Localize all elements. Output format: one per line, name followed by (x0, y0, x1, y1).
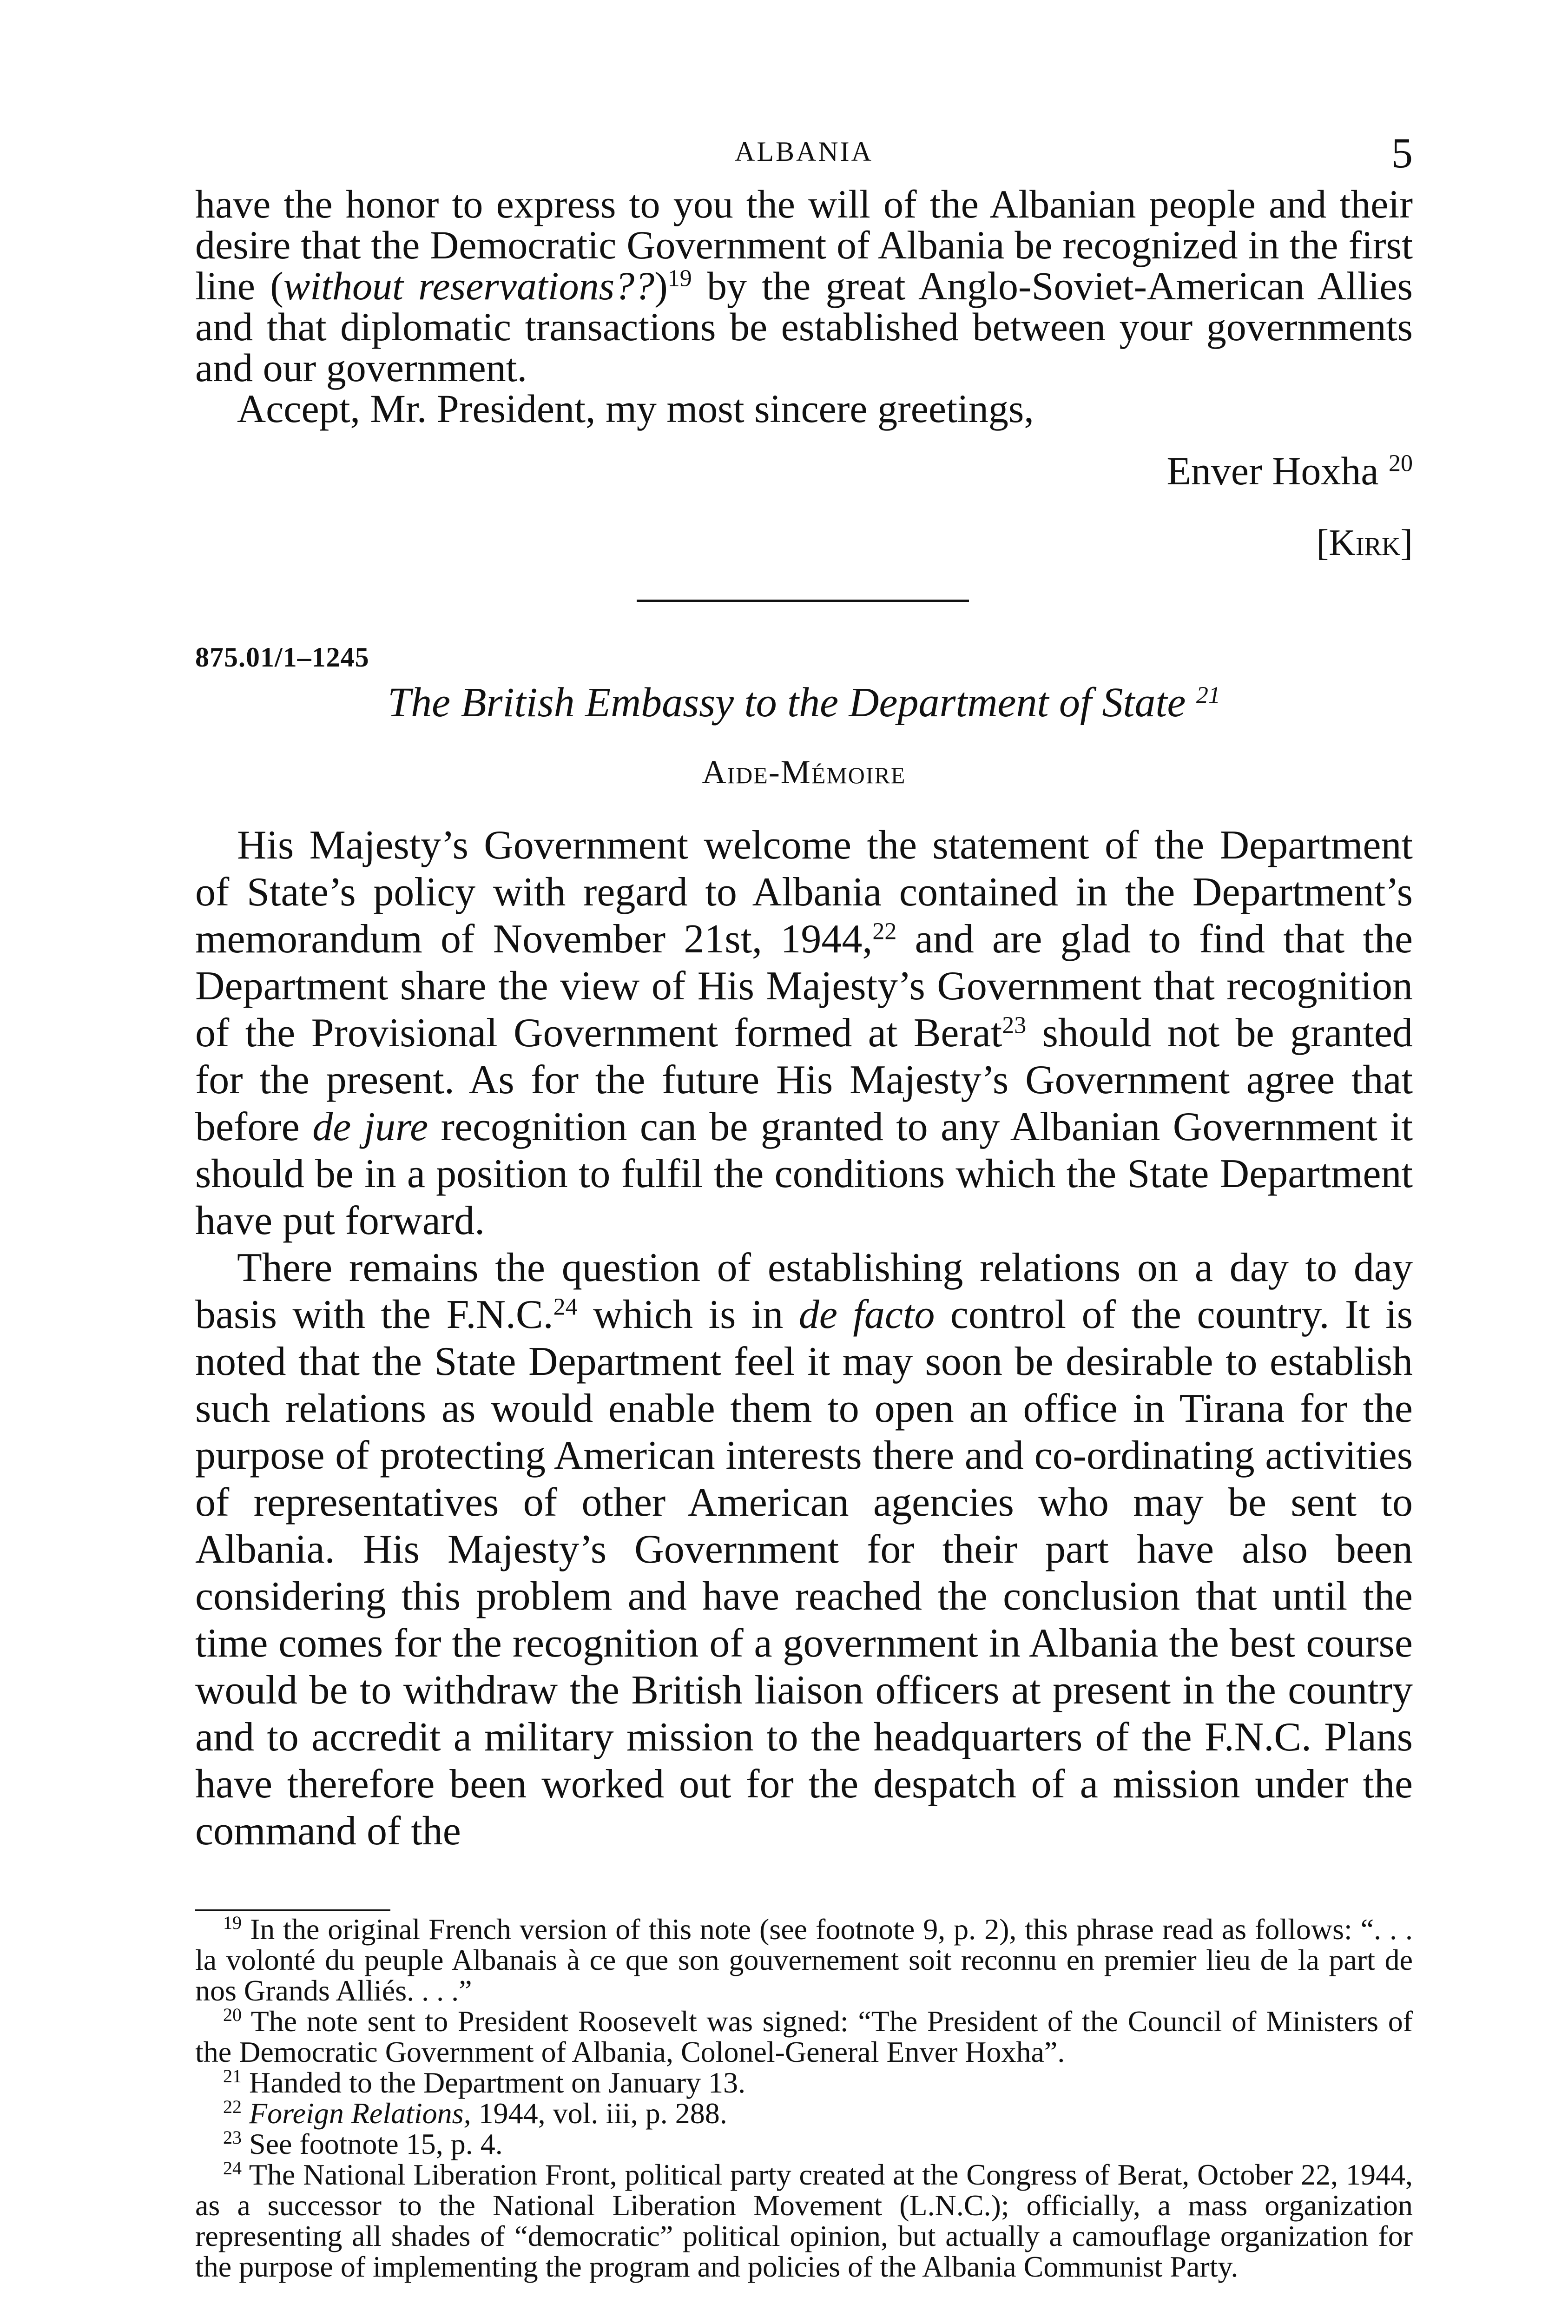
footnote-text: The National Liberation Front, political party created at the Congress of Berat, October 22, 1944, as a successor to the National Liberation Movement (L.N.C.); officially, a mass organization representing all shades of “democratic” political opinion, but actually a camouflage organization for the purpose of implementing the program and policies of the Albania Communist Party. (195, 2158, 1413, 2283)
body-paragraph (195, 1244, 1413, 1855)
footnote-number: 22 (223, 2096, 242, 2117)
footnotes (195, 1914, 1413, 2282)
attribution: [Kirk] (1316, 522, 1413, 563)
body-text: which is in (577, 1292, 799, 1337)
footnote-text: 1944, vol. iii, p. 288. (471, 2097, 727, 2130)
document-title (195, 679, 1413, 726)
letter-closing: Accept, Mr. President, my most sincere greetings, (237, 386, 1034, 431)
body-text: There remains the question of establishing relations on a day to day basis with the F.N.C. (195, 1245, 1413, 1337)
footnote-number: 20 (223, 2004, 242, 2025)
body-italic-text: de facto (798, 1292, 935, 1337)
body-italic-text: de jure (312, 1104, 428, 1149)
footnote-ref: 20 (1389, 450, 1413, 477)
document-subtitle: Aide-Mémoire (702, 753, 906, 791)
letter-paragraph (195, 184, 1413, 388)
footnote-ref: 23 (1002, 1012, 1027, 1039)
section-divider (637, 600, 969, 602)
aide-memoire-body (195, 822, 1413, 1855)
page-number: 5 (1391, 129, 1413, 177)
footnote-number: 19 (223, 1912, 242, 1933)
file-number: 875.01/1–1245 (195, 642, 369, 673)
body-paragraph (195, 822, 1413, 1244)
running-title: ALBANIA (735, 136, 873, 167)
letter-text: by the great Anglo-Soviet-American Allies and that diplomatic transactions be established between your governments and our government. (195, 264, 1413, 390)
footnote (195, 1914, 1413, 2006)
footnote (195, 2159, 1413, 2282)
signature (1166, 448, 1413, 494)
running-header (195, 129, 1413, 177)
footnote-text: The note sent to President Roosevelt was signed: “The President of the Council of Ministers of the Democratic Government of Albania, Colonel-General Enver Hoxha”. (195, 2005, 1413, 2068)
body-text: should not be granted for the present. As for the future His Majesty’s Government agree that before (195, 1010, 1413, 1149)
footnote (195, 2098, 1413, 2129)
footnote-number: 21 (223, 2066, 242, 2086)
body-text: and are glad to find that the Department share the view of His Majesty’s Government that recognition of the Provisional Government formed at Berat (195, 917, 1413, 1056)
footnote-text: Handed to the Department on January 13. (249, 2066, 746, 2099)
footnote-ref: 19 (667, 265, 692, 292)
footnote-ref: 22 (872, 918, 897, 945)
footnote-italic-text: Foreign Relations, (249, 2097, 471, 2130)
footnote-text: See footnote 15, p. 4. (249, 2127, 503, 2160)
footnote (195, 2067, 1413, 2098)
footnote-text: In the original French version of this note (see footnote 9, p. 2), this phrase read as follows: “. . . la volonté du peuple Albanais à ce que son gouvernement soit reconnu en premier lieu de la part de nos Grands Alliés. . . .” (195, 1913, 1413, 2007)
letter-italic-text: without reservations?? (283, 264, 655, 308)
signature-name: Enver Hoxha (1166, 449, 1379, 493)
letter-conclusion (195, 182, 1413, 563)
document-title-text: The British Embassy to the Department of State (388, 680, 1186, 726)
footnote-number: 24 (223, 2158, 242, 2179)
body-text: recognition can be granted to any Albanian Government it should be in a position to fulfil the conditions which the State Department have put forward. (195, 1104, 1413, 1243)
letter-text: have the honor to express to you the will of the Albanian people and their desire that the Democratic Government of Albania be recognized in the first line ( (195, 182, 1413, 308)
footnote (195, 2129, 1413, 2159)
body-text: His Majesty’s Government welcome the statement of the Department of State’s policy with regard to Albania contained in the Department’s memorandum of November 21st, 1944, (195, 823, 1413, 962)
footnote-ref: 24 (553, 1294, 578, 1320)
footnote-divider (195, 1909, 390, 1911)
footnote-number: 23 (223, 2127, 242, 2148)
body-text: control of the country. It is noted that the State Department feel it may soon be desirable to establish such relations as would enable them to open an office in Tirana for the purpose of protecting American interests there and co-ordinating activities of representatives of other American agencies who may be sent to Albania. His Majesty’s Government for their part have also been considering this problem and have reached the conclusion that until the time comes for the recognition of a government in Albania the best course would be to withdraw the British liaison officers at present in the country and to accredit a military mission to the headquarters of the F.N.C. Plans have therefore been worked out for the despatch of a mission under the command of the (195, 1292, 1413, 1854)
footnote-ref: 21 (1196, 682, 1220, 709)
letter-text: ) (654, 264, 668, 308)
footnote (195, 2006, 1413, 2067)
